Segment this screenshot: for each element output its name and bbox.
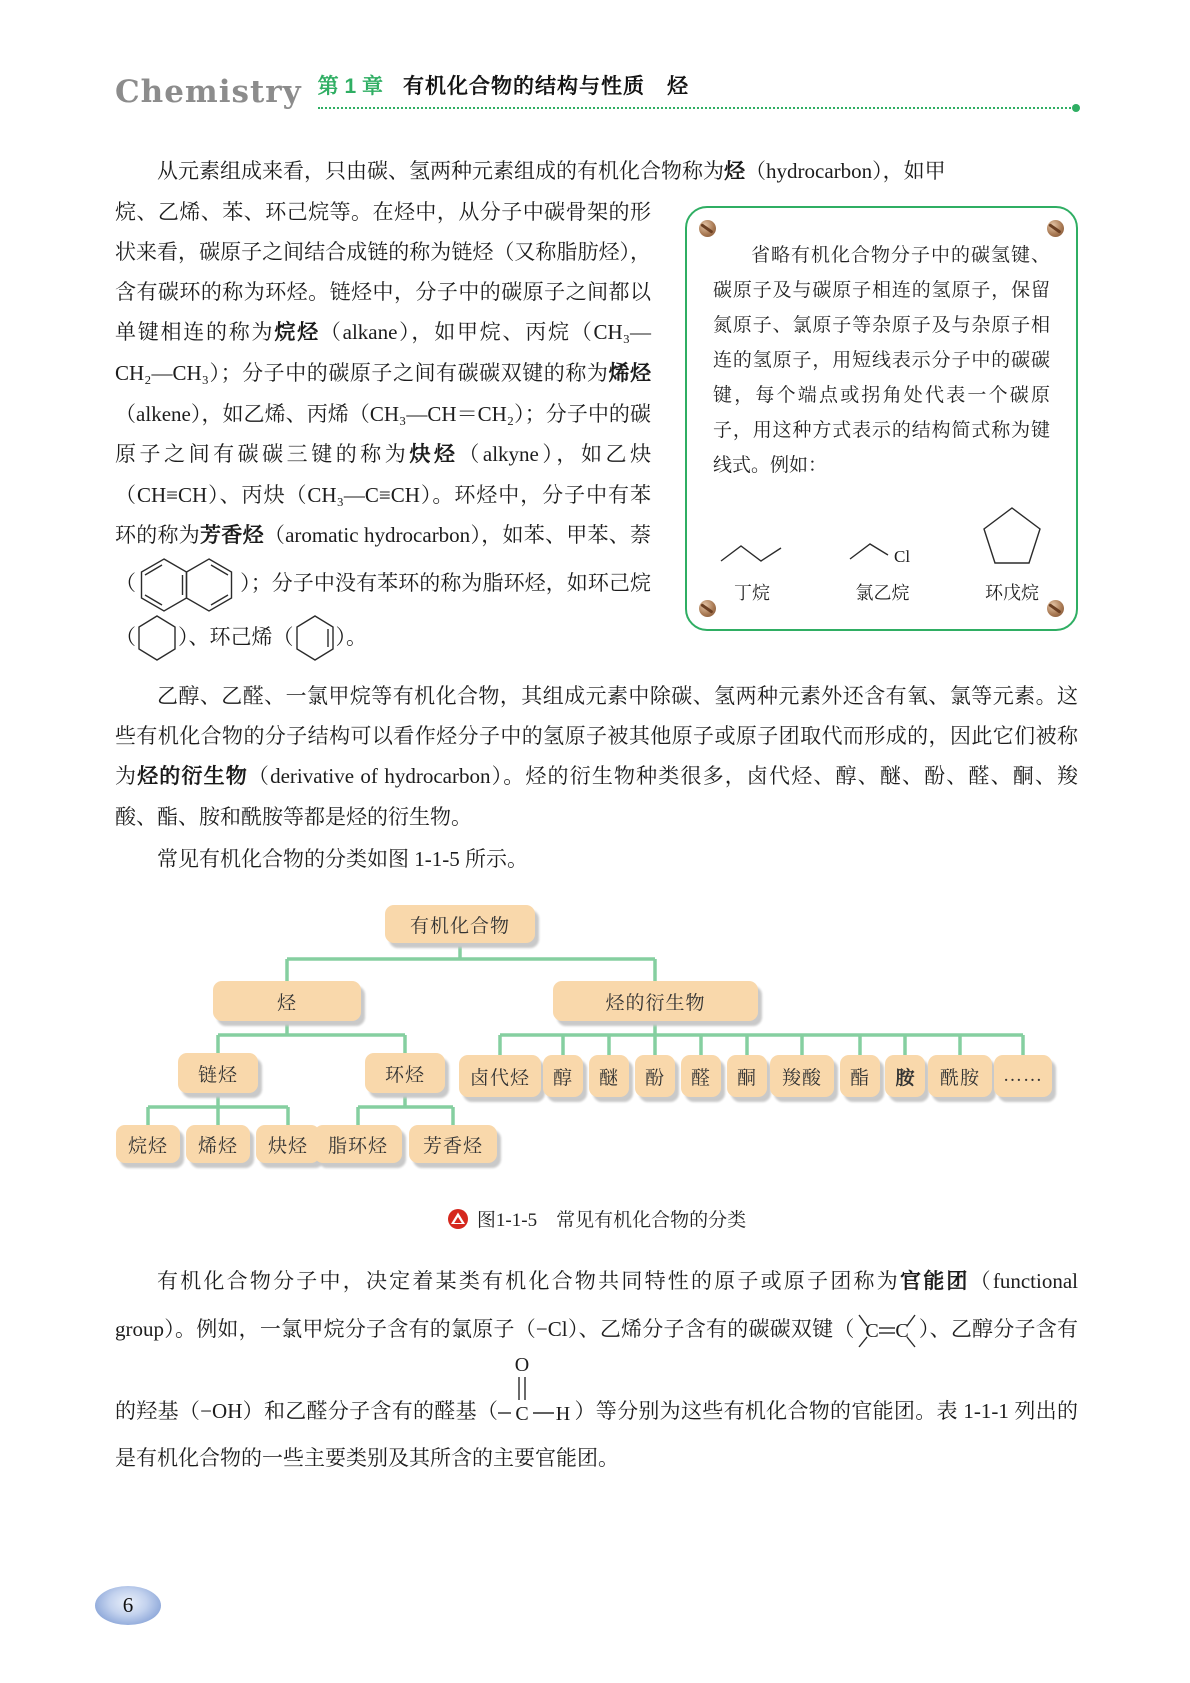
tree-node-amide: 酰胺	[928, 1055, 992, 1097]
figure-marker-icon	[447, 1208, 469, 1230]
carbon-carbon-double-bond-icon	[855, 1305, 919, 1353]
term-alkyne: 炔烃	[409, 443, 459, 466]
cyclopentane-skeletal-structure-icon	[980, 505, 1044, 567]
cyclopentane-example	[980, 505, 1044, 605]
paragraph-functional-group	[115, 1258, 1078, 1482]
text-run: ）等分别为这些有机化合物的官能团。表 1-1-1 列出的是有机化合物的一些主要类别及其所含的主要官能团。	[115, 1399, 1078, 1470]
text-run: （aromatic hydrocarbon），如苯、甲苯、萘（	[115, 523, 652, 595]
cyclohexane-structure-icon	[136, 614, 178, 662]
chapter-header-line	[318, 70, 1078, 109]
tree-node-hydrocarbon-derivative: 烃的衍生物	[553, 981, 758, 1021]
brand-logo-text: Chemistry	[115, 74, 302, 110]
tree-node-ellipsis: ……	[994, 1055, 1052, 1097]
tree-node-chain-hydrocarbon: 链烃	[178, 1053, 258, 1093]
cyclohexene-structure-icon	[294, 614, 336, 662]
structure-label: 环戊烷	[985, 583, 1039, 603]
svg-text:O: O	[514, 1354, 530, 1376]
sidebox-text: 省略有机化合物分子中的碳氢键、碳原子及与碳原子相连的氢原子，保留氮原子、氯原子等杂原子及与杂原子相连的氢原子，用短线表示分子中的碳碳键，每个端点或拐角处代表一个碳原子，用这种方式表示的结构简式称为键线式。例如：	[713, 245, 1050, 476]
text-run: （derivative of hydrocarbon）。烃的衍生物种类很多，卤代烃、醇、醚、酚、醛、酮、羧酸、酯、胺和酰胺等都是烃的衍生物。	[115, 764, 1079, 829]
term-derivative: 烃的衍生物	[137, 765, 248, 788]
tree-node-aromatic: 芳香烃	[409, 1125, 497, 1163]
chapter-title: 有机化合物的结构与性质 烃	[403, 75, 689, 98]
term-aromatic: 芳香烃	[200, 524, 264, 547]
structure-label: 丁烷	[734, 583, 770, 603]
tree-node-alicyclic: 脂环烃	[314, 1125, 402, 1163]
screw-icon	[1047, 220, 1064, 237]
term-hydrocarbon: 烃	[724, 160, 745, 183]
text-run: ）、环己烯（	[178, 625, 294, 649]
text-run: ）、乙醇分子含有的羟基（−OH）和乙醛分子含有的醛基（	[115, 1317, 1078, 1423]
example-structures-row	[713, 505, 1050, 605]
svg-text:C: C	[894, 1320, 909, 1342]
tree-node-ketone: 酮	[727, 1055, 767, 1097]
tree-node-alcohol: 醇	[543, 1055, 583, 1097]
tree-node-cyclic-hydrocarbon: 环烃	[365, 1053, 445, 1093]
svg-text:C: C	[864, 1320, 879, 1342]
page-number: 6	[122, 1593, 134, 1617]
tree-node-amine: 胺	[885, 1055, 925, 1097]
tree-node-hydrocarbon: 烃	[213, 981, 361, 1021]
text-run: （alkane），如甲烷、丙烷（CH₃—CH₂—CH₃）；分子中的碳原子之间有碳碳双键的称为	[115, 320, 652, 385]
svg-text:C: C	[515, 1403, 529, 1425]
figure-caption	[115, 1205, 1078, 1232]
butane-example	[719, 541, 785, 605]
svg-text:H: H	[555, 1403, 571, 1425]
text-run: （alkyne），如乙炔（CH≡CH）、丙炔（CH₃—C≡CH）。环烃中，分子中有苯环的称为	[115, 442, 652, 547]
term-alkene: 烯烃	[608, 362, 652, 385]
chapter-number-badge: 第 1 章	[317, 75, 383, 98]
tree-node-haloalkane: 卤代烃	[459, 1055, 541, 1097]
text-run: 有机化合物分子中，决定着某类有机化合物共同特性的原子或原子团称为	[157, 1269, 900, 1293]
screw-icon	[1047, 600, 1064, 617]
chloroethane-skeletal-structure-icon	[848, 537, 918, 567]
paragraph-derivatives	[115, 676, 1078, 837]
paragraph-figure-reference: 常见有机化合物的分类如图 1-1-5 所示。	[157, 847, 528, 871]
classification-tree-diagram	[115, 893, 1078, 1181]
paragraph-intro-continued	[115, 192, 651, 662]
text-run: 烷、乙烯、苯、环己烷等。在烃中，从分子中碳骨架的形状来看，碳原子之间结合成链的称为链烃（又称脂肪烃），含有碳环的称为环烃。链烃中，分子中的碳原子之间都以单键相连的称为	[115, 200, 651, 344]
text-run: ）；分子中没有苯环的称为脂环烃，如环己烷（	[115, 571, 652, 649]
text-run: （functional group）。例如，一氯甲烷分子含有的氯原子（−Cl）、乙烯分子含有的碳碳双键（	[115, 1269, 1078, 1341]
structure-label: 氯乙烷	[855, 583, 910, 603]
text-run: （alkene），如乙烯、丙烯（CH₃—CH＝CH₂）；分子中的碳原子之间有碳碳三键的称为	[115, 402, 651, 466]
tree-node-carboxylic-acid: 羧酸	[770, 1055, 834, 1097]
chloroethane-example	[848, 537, 918, 605]
svg-text:Cl: Cl	[893, 547, 910, 566]
tree-node-alkane: 烷烃	[116, 1125, 180, 1163]
tree-node-organic-compound: 有机化合物	[385, 905, 535, 943]
dotted-line-end-dot-icon	[1072, 104, 1080, 112]
text-run: ）。	[335, 625, 367, 649]
naphthalene-structure-icon	[136, 556, 240, 614]
tree-node-ether: 醚	[589, 1055, 629, 1097]
aldehyde-group-icon	[498, 1353, 574, 1431]
paragraph-intro-first-line	[115, 151, 1078, 192]
tree-node-phenol: 酚	[635, 1055, 675, 1097]
tree-node-ester: 酯	[840, 1055, 880, 1097]
butane-skeletal-structure-icon	[719, 541, 785, 567]
tree-node-aldehyde: 醛	[681, 1055, 721, 1097]
page-number-badge	[95, 1586, 161, 1625]
tree-node-alkene: 烯烃	[186, 1125, 250, 1163]
tree-node-alkyne: 炔烃	[256, 1125, 320, 1163]
term-functional-group: 官能团	[899, 1270, 970, 1293]
page-header	[115, 70, 1078, 109]
text-run: 从元素组成来看，只由碳、氢两种元素组成的有机化合物称为	[157, 159, 724, 183]
text-run: （hydrocarbon），如甲	[745, 159, 946, 183]
screw-icon	[699, 600, 716, 617]
text-and-sidebox-row	[115, 192, 1078, 662]
text-run: 乙醇、乙醛、一氯甲烷等有机化合物，其组成元素中除碳、氢两种元素外还含有氧、氯等元素。这些有机化合物的分子结构可以看作烃分子中的氢原子被其他原子或原子团取代而形成的，因此它们被称为	[115, 684, 1078, 788]
figure-caption-text: 图1-1-5 常见有机化合物的分类	[476, 1210, 747, 1231]
skeletal-formula-info-box	[685, 206, 1078, 631]
screw-icon	[699, 220, 716, 237]
term-alkane: 烷烃	[274, 321, 320, 344]
